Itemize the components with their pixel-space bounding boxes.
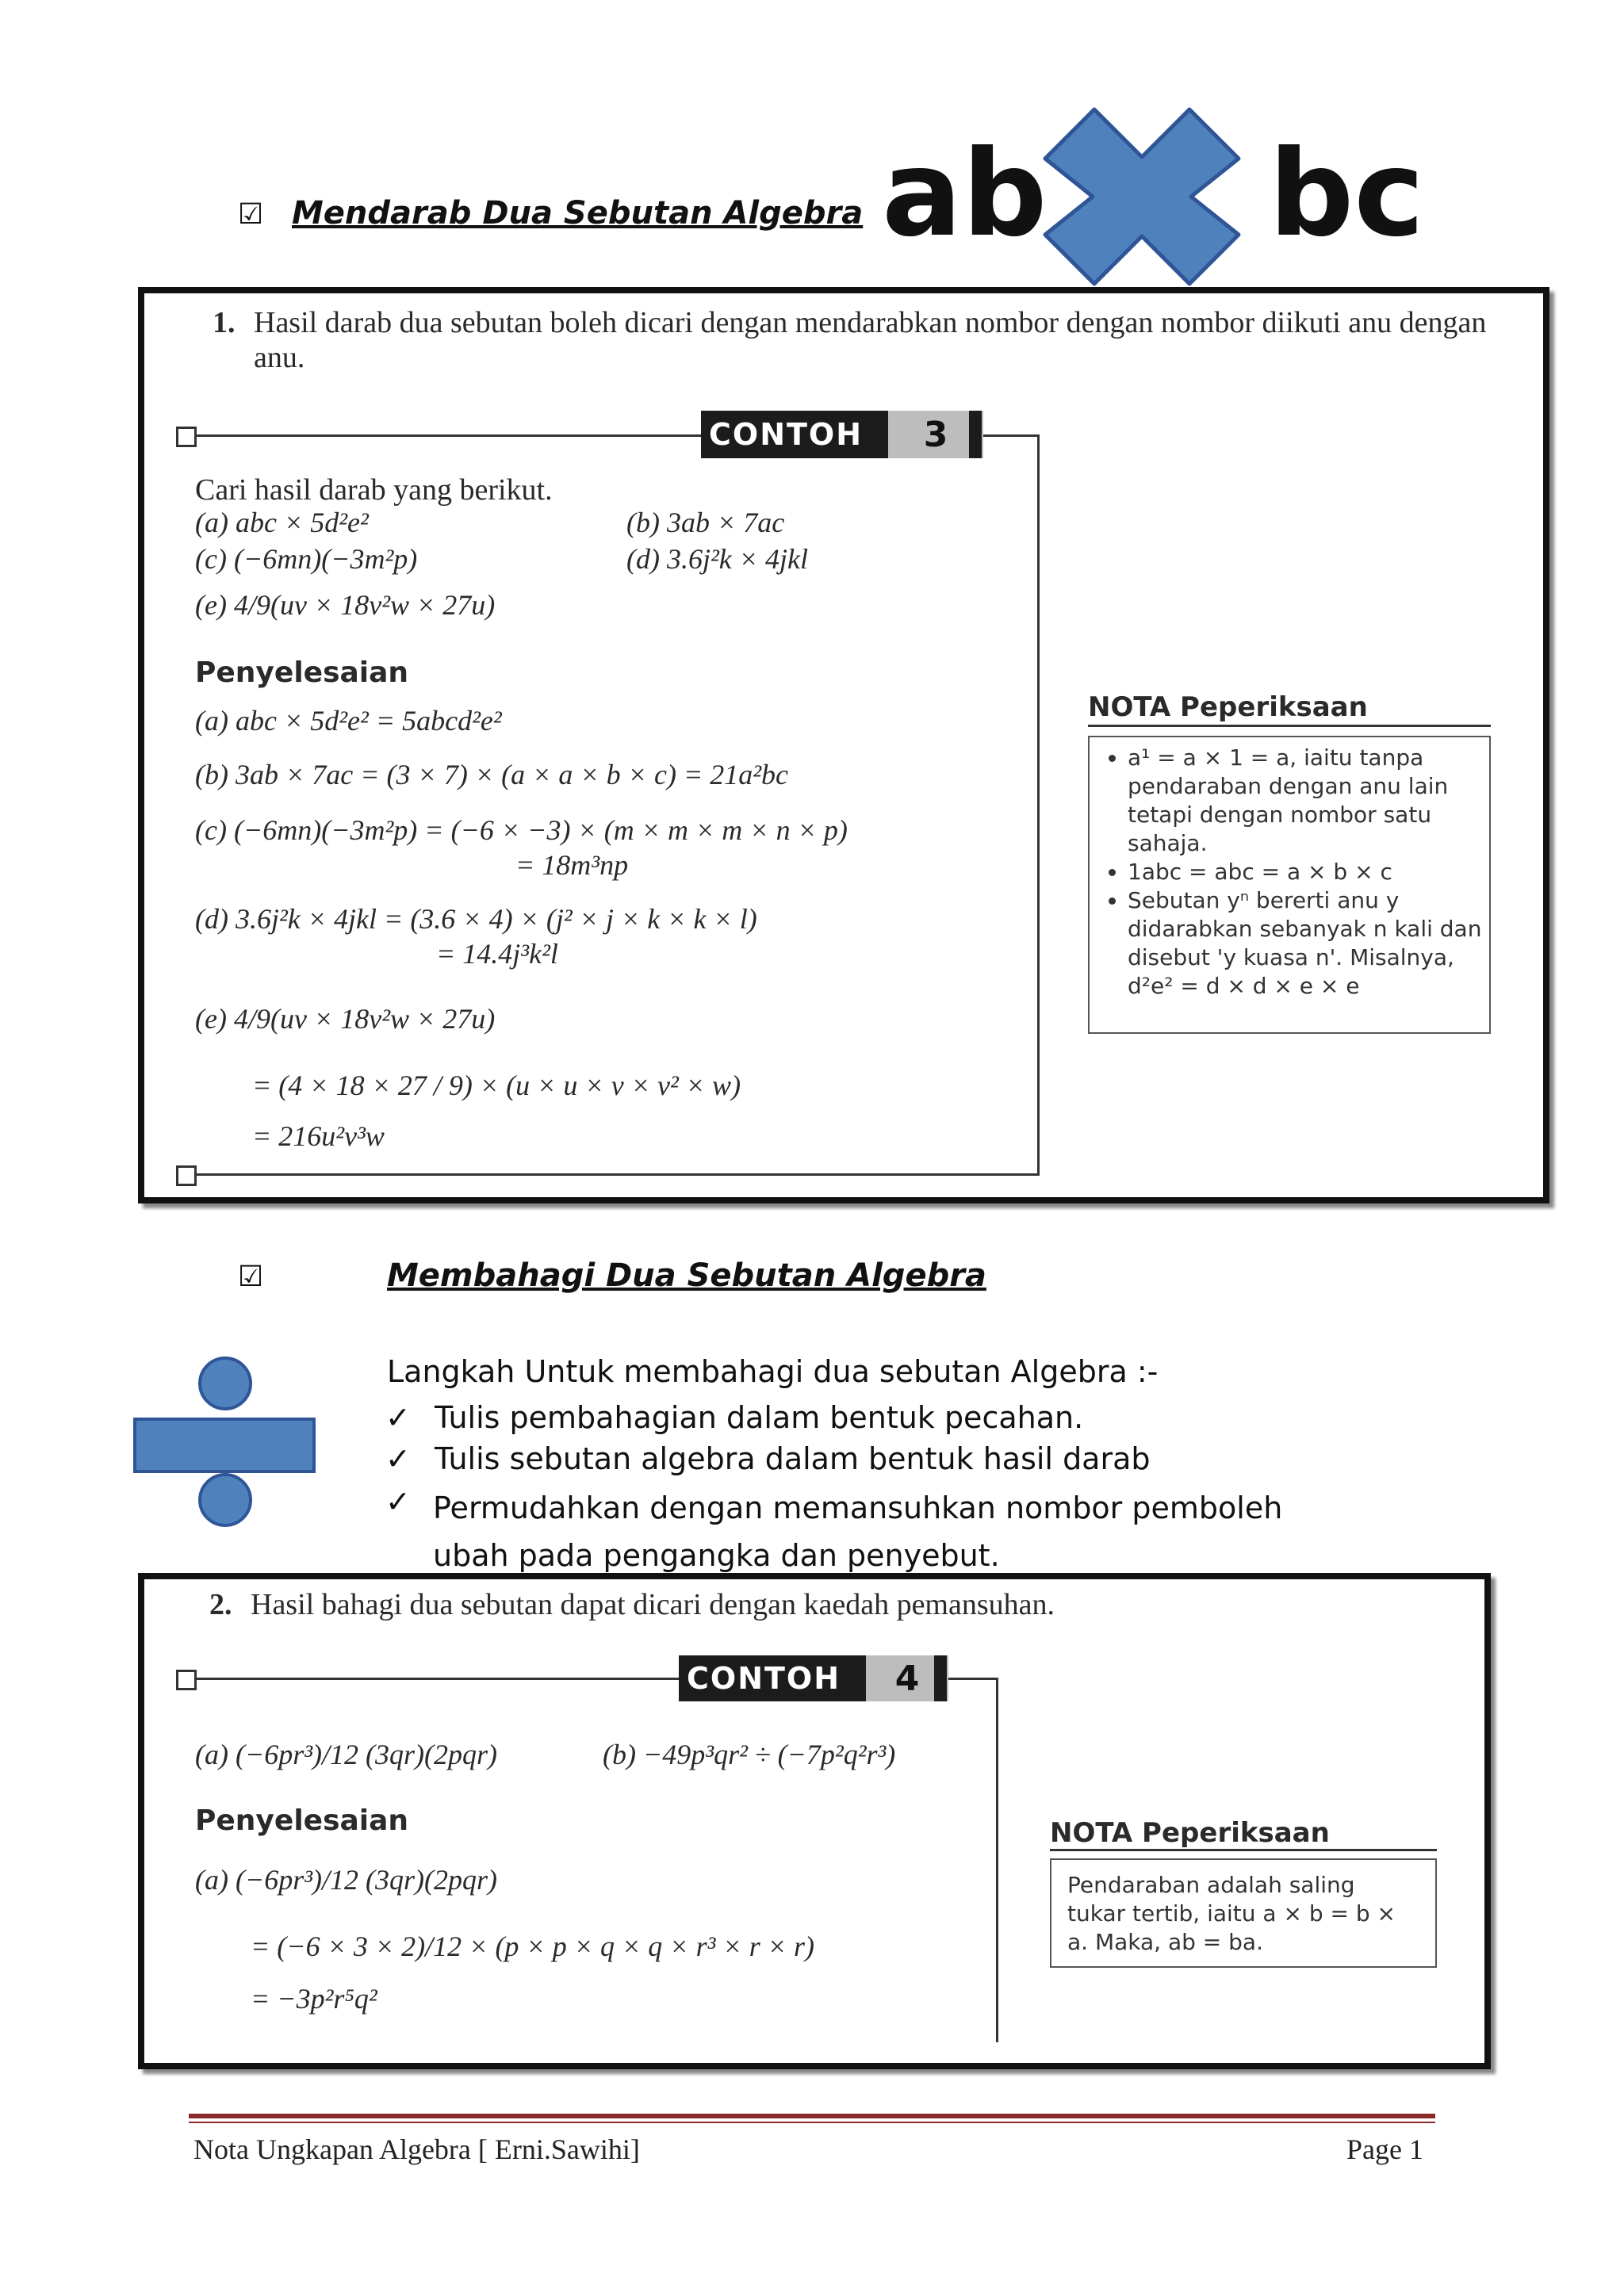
- item-d: (d) 3.6j²k × 4jkl: [626, 543, 809, 575]
- divider-line: [195, 1173, 1039, 1176]
- footer-rule: [189, 2122, 1435, 2123]
- section-title-divide: Membahagi Dua Sebutan Algebra: [387, 1257, 986, 1294]
- solution-a: (a) abc × 5d²e² = 5abcd²e²: [195, 705, 502, 737]
- intro-number: 2.: [209, 1588, 232, 1621]
- intro-text: Hasil darab dua sebutan boleh dicari dengan mendarabkan nombor dengan nombor diikuti anu dengan anu.: [254, 306, 1487, 374]
- solution-e-result: = 216u²v³w: [252, 1120, 385, 1152]
- solution-b: (b) 3ab × 7ac = (3 × 7) × (a × a × b × c) = 21a²bc: [195, 759, 789, 790]
- solution-a-step: = (−6 × 3 × 2)/12 × (p × p × q × q × r³ × r × r): [251, 1931, 814, 1962]
- solution-c-result: = 18m³np: [515, 849, 629, 881]
- nota-box: Pendaraban adalah saling tukar tertib, iaitu a × b = b × a. Maka, ab = ba.: [1050, 1858, 1437, 1968]
- contoh-label: CONTOH: [679, 1655, 874, 1701]
- multiply-icon: [1039, 103, 1245, 289]
- intro-text: Hasil bahagi dua sebutan dapat dicari dengan kaedah pemansuhan.: [251, 1588, 1055, 1621]
- solution-a: (a) (−6pr³)/12 (3qr)(2pqr): [195, 1864, 498, 1896]
- item-c: (c) (−6mn)(−3m²p): [195, 543, 418, 575]
- nota-title: NOTA Peperiksaan: [1050, 1817, 1330, 1849]
- corner-marker: [176, 1670, 197, 1690]
- divider-line: [948, 1678, 998, 1680]
- solution-e: (e) 4/9(uv × 18v²w × 27u): [195, 1003, 496, 1035]
- solution-c: (c) (−6mn)(−3m²p) = (−6 × −3) × (m × m × m × n × p): [195, 814, 848, 846]
- divide-icon: [132, 1356, 319, 1538]
- step-check-icon: ✓: [385, 1400, 411, 1435]
- section-title-multiply: Mendarab Dua Sebutan Algebra: [292, 195, 864, 232]
- nota-box: [1088, 736, 1491, 1034]
- nota-item: • a¹ = a × 1 = a, iaitu tanpa pendaraban dengan anu lain tetapi dengan nombor satu sahaja.: [1128, 744, 1489, 858]
- divider-line: [195, 1678, 680, 1680]
- step-2: Tulis sebutan algebra dalam bentuk hasil darab: [435, 1441, 1151, 1476]
- checkbox-icon: ☑: [238, 1261, 264, 1293]
- nota-rule: [1088, 725, 1491, 727]
- graphic-bc: bc: [1269, 125, 1425, 263]
- item-b: (b) 3ab × 7ac: [626, 507, 785, 538]
- corner-marker: [176, 427, 197, 447]
- corner-marker: [176, 1165, 197, 1186]
- solution-a-result: = −3p²r⁵q²: [251, 1983, 377, 2015]
- contoh-number: 3: [888, 411, 983, 458]
- step-check-icon: ✓: [385, 1484, 411, 1519]
- footer-rule: [189, 2114, 1435, 2118]
- nota-title: NOTA Peperiksaan: [1088, 691, 1368, 723]
- divider-line: [983, 434, 1039, 437]
- nota-item: • 1abc = abc = a × b × c: [1128, 858, 1489, 886]
- step-1: Tulis pembahagian dalam bentuk pecahan.: [435, 1400, 1084, 1435]
- divider-line: [996, 1678, 998, 2042]
- contoh-end-cap: [934, 1655, 947, 1701]
- contoh-label: CONTOH: [701, 411, 896, 458]
- steps-intro: Langkah Untuk membahagi dua sebutan Algebra :-: [387, 1354, 1159, 1389]
- divider-line: [195, 434, 703, 437]
- intro-number: 1.: [213, 306, 236, 339]
- nota-item: • Sebutan yⁿ bererti anu y didarabkan sebanyak n kali dan disebut 'y kuasa n'. Misalnya, d²e² = d × d × e × e: [1128, 886, 1489, 1001]
- solution-d: (d) 3.6j²k × 4jkl = (3.6 × 4) × (j² × j × k × k × l): [195, 903, 757, 935]
- divider-line: [1037, 434, 1040, 1176]
- solution-d-result: = 14.4j³k²l: [436, 938, 558, 970]
- item-e: (e) 4/9(uv × 18v²w × 27u): [195, 589, 496, 621]
- checkbox-icon: ☑: [238, 198, 264, 231]
- item-b: (b) −49p³qr² ÷ (−7p²q²r³): [603, 1739, 896, 1770]
- solution-heading: Penyelesaian: [195, 1804, 409, 1837]
- item-a: (a) abc × 5d²e²: [195, 507, 369, 538]
- nota-rule: [1050, 1849, 1437, 1851]
- contoh-number: 4: [866, 1655, 948, 1701]
- page-number: Page 1: [1346, 2133, 1423, 2165]
- graphic-ab: ab: [882, 125, 1048, 263]
- step-3: Permudahkan dengan memansuhkan nombor pemboleh ubah pada pengangka dan penyebut.: [433, 1490, 1283, 1573]
- solution-e-step: = (4 × 18 × 27 / 9) × (u × u × v × v² × w): [252, 1070, 741, 1101]
- item-a: (a) (−6pr³)/12 (3qr)(2pqr): [195, 1739, 498, 1770]
- contoh-end-cap: [969, 411, 982, 458]
- solution-heading: Penyelesaian: [195, 656, 409, 689]
- question-text: Cari hasil darab yang berikut.: [195, 473, 553, 507]
- footer-title: Nota Ungkapan Algebra [ Erni.Sawihi]: [193, 2133, 640, 2165]
- step-check-icon: ✓: [385, 1441, 411, 1476]
